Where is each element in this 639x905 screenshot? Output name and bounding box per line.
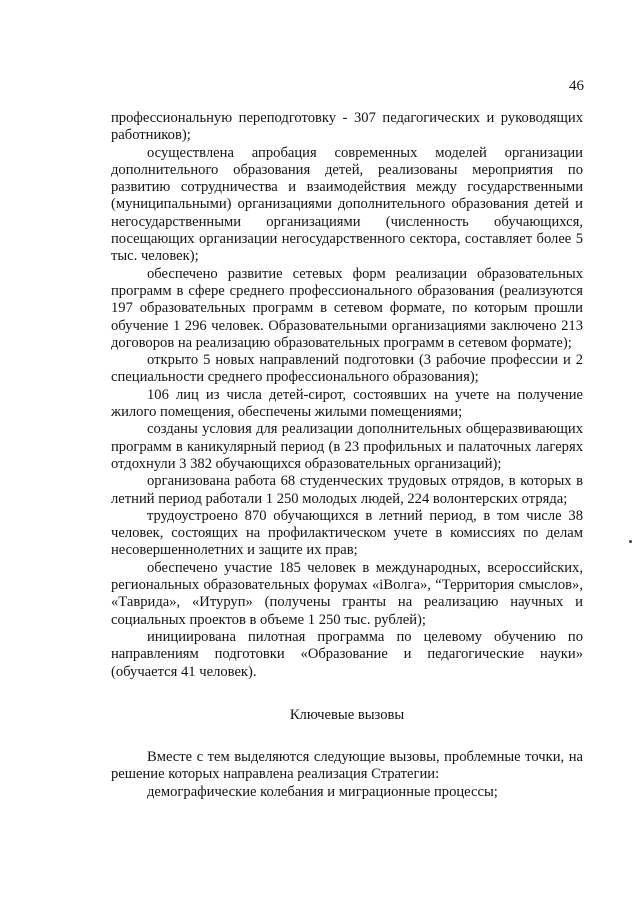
section-heading: Ключевые вызовы bbox=[289, 706, 405, 723]
paragraph-summer-employment: трудоустроено 870 обучающихся в летний период, в том числе 38 человек, состоящих на профилактическом учете в комиссиях по делам несовершеннолетних и защите их прав; bbox=[111, 507, 583, 559]
paragraph-orphans-housing: 106 лиц из числа детей-сирот, состоявших на учете на получение жилого помещения, обеспечены жилыми помещениями; bbox=[111, 386, 583, 421]
paragraph-additional-education-models: осуществлена апробация современных моделей организации дополнительного образования детей, реализованы мероприятия по развитию сотрудничества и взаимодействия между государственными (муниципальными) организациями дополнительного образования детей и негосударственными организациями (численность обучающихся, посещающих организации негосударственного сектора, составляет более 5 тыс. человек); bbox=[111, 144, 583, 265]
paragraph-retraining: профессиональную переподготовку - 307 педагогических и руководящих работников); bbox=[111, 110, 583, 144]
scan-speck bbox=[629, 540, 632, 543]
document-body bbox=[111, 110, 583, 801]
paragraph-network-programs: обеспечено развитие сетевых форм реализации образовательных программ в сфере среднего профессионального образования (реализуются 197 образовательных программ в сетевом формате, по которым прошли обучение 1 296 человек. Образовательными организациями заключено 213 договоров на реализацию образовательных программ в сетевом формате); bbox=[111, 265, 583, 351]
paragraph-challenges-intro: Вместе с тем выделяются следующие вызовы, проблемные точки, на решение которых направлена реализация Стратегии: bbox=[111, 749, 583, 783]
paragraph-targeted-training: инициирована пилотная программа по целевому обучению по направлениям подготовки «Образование и педагогические науки» (обучается 41 человек). bbox=[111, 628, 583, 680]
paragraph-demographic: демографические колебания и миграционные процессы; bbox=[147, 783, 498, 800]
paragraph-student-squads: организована работа 68 студенческих трудовых отрядов, в которых в летний период работали 1 250 молодых людей, 224 волонтерских отряда; bbox=[111, 473, 583, 507]
page-number: 46 bbox=[569, 78, 584, 94]
paragraph-new-directions: открыто 5 новых направлений подготовки (3 рабочие профессии и 2 специальности среднего профессионального образования); bbox=[111, 352, 583, 386]
paragraph-forums: обеспечено участие 185 человек в международных, всероссийских, региональных образовательных форумах «iВолга», “Территория смыслов», «Таврида», «Итуруп» (получены гранты на реализацию научных и социальных проектов в объеме 1 250 тыс. рублей); bbox=[111, 559, 583, 628]
paragraph-vacation-programs: созданы условия для реализации дополнительных общеразвивающих программ в каникулярный период (в 23 профильных и палаточных лагерях отдохнули 3 382 обучающихся образовательных организаций); bbox=[111, 421, 583, 472]
